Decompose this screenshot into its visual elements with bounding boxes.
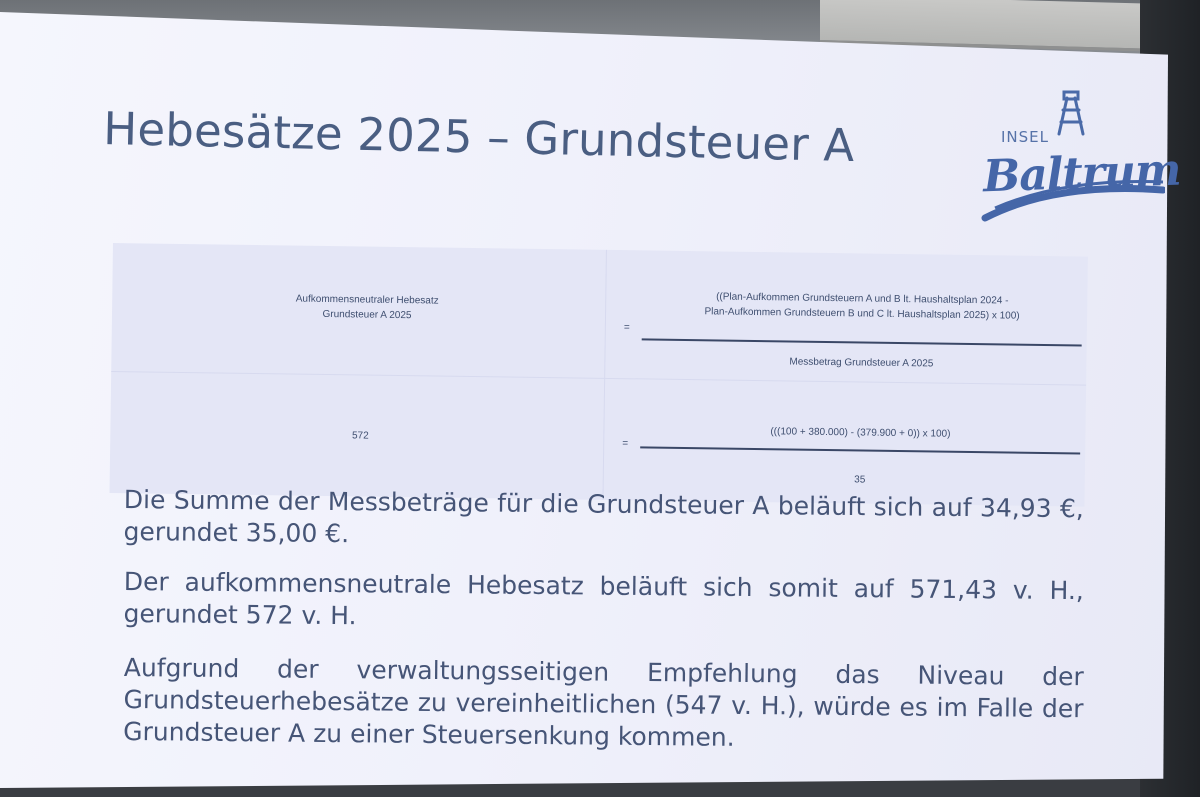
formula-result: 572 <box>351 430 369 442</box>
fraction-line-1 <box>642 338 1082 346</box>
left-label-line2: Grundsteuer A 2025 <box>322 308 412 322</box>
formula-numerator <box>652 289 1072 325</box>
paragraph-messbetraege: Die Summe der Messbeträge für die Grundsteuer A beläuft sich auf 34,93 €, gerundet 35,00 €. <box>123 484 1084 549</box>
paragraph-hebesatz: Der aufkommensneutrale Hebesatz beläuft sich somit auf 571,43 v. H., gerundet 572 v. H. <box>123 566 1084 631</box>
slide-title: Hebesätze 2025 – Grundsteuer A <box>102 102 856 173</box>
numerator-line1: ((Plan-Aufkommen Grundsteuern A und B lt. Haushaltsplan 2024 - <box>716 291 1009 307</box>
formula-equals-1: = <box>623 322 630 334</box>
formula-equals-2: = <box>622 438 629 450</box>
formula-denominator: Messbetrag Grundsteuer A 2025 <box>789 356 934 370</box>
formula-numerator-values: (((100 + 380.000) - (379.900 + 0)) x 100) <box>770 426 951 440</box>
left-label-line1: Aufkommensneutraler Hebesatz <box>295 293 439 307</box>
formula-box <box>110 243 1088 507</box>
formula-divider-vertical <box>602 250 606 500</box>
formula-denominator-value: 35 <box>854 474 866 486</box>
paragraph-empfehlung: Aufgrund der verwaltungsseitigen Empfehlung das Niveau der Grundsteuerhebesätze zu vereinheitlichen (547 v. H.), würde es im Falle der Grundsteuer A zu einer Steuersenkung kommen. <box>123 652 1084 752</box>
fraction-line-2 <box>640 446 1080 454</box>
formula-left-label <box>232 291 502 325</box>
formula-divider-horizontal <box>111 371 1086 386</box>
logo-name: Baltrum <box>982 144 1182 203</box>
logo-insel: INSEL <box>1001 128 1050 146</box>
baltrum-logo <box>975 90 1182 240</box>
numerator-line2: Plan-Aufkommen Grundsteuern B und C lt. Haushaltsplan 2025) x 100) <box>704 306 1020 322</box>
